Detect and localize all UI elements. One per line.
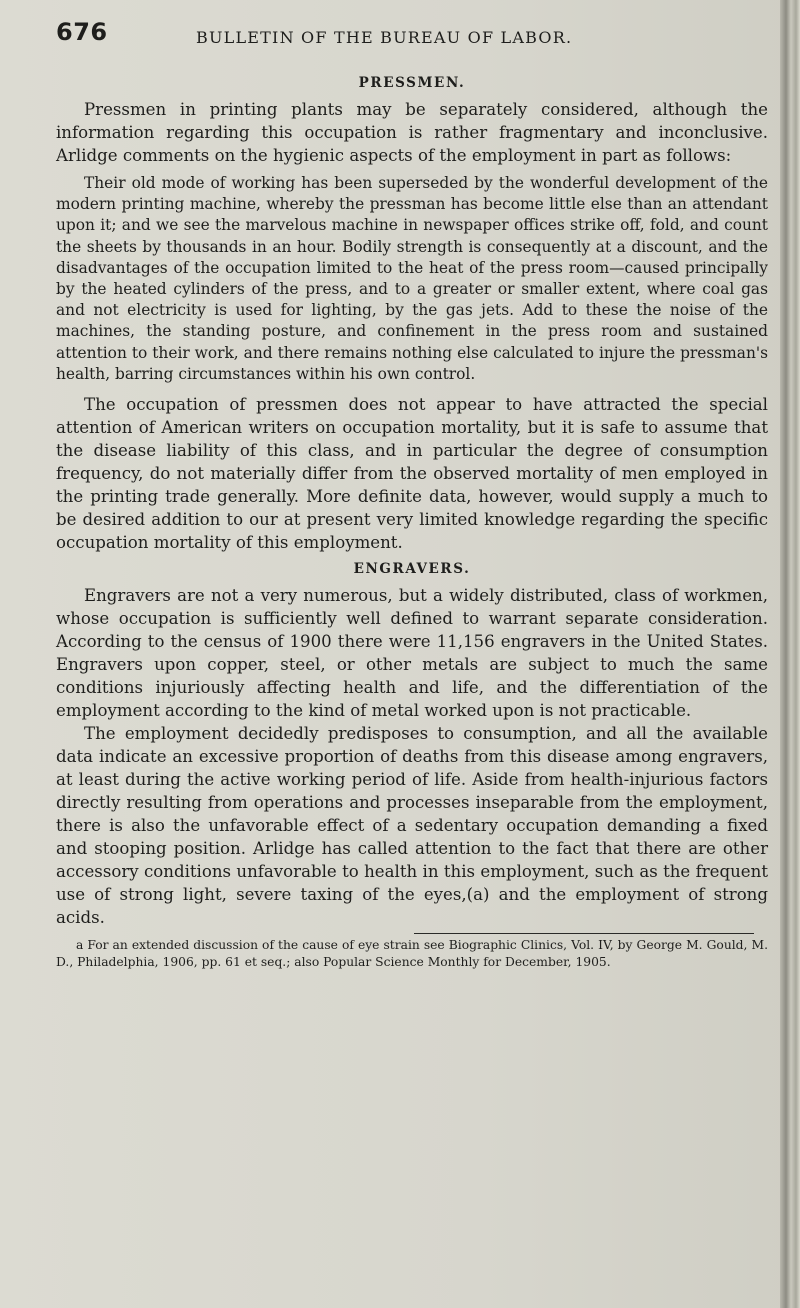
page-number: 676 xyxy=(56,18,108,46)
footnote-divider xyxy=(414,933,754,934)
section-heading-engravers: ENGRAVERS. xyxy=(353,561,471,578)
arlidge-quotation: Their old mode of working has been superseded by the wonderful development of the modern printing machine, whereby the pressman has become little else than an attendant upon it; and we see the marvelous machine in newspaper offices strike off, fold, and count the sheets by thousands in an hour. Bodily strength is consequently at a discount, and the disadvantages of the occupation limited to the heat of the press room—caused principally by the heated cylinders of the press, and to a greater or smaller extent, where coal gas and not electricity is used for lighting, by the gas jets. Add to these the noise of the machines, the standing posture, and confinement in the press room and sustained attention to their work, and there remains nothing else calculated to injure the pressman's health, barring circumstances within his own control. xyxy=(56,174,768,383)
section-heading-pressmen: PRESSMEN. xyxy=(358,75,466,91)
pressmen-body-paragraph: The occupation of pressmen does not appear to have attracted the special attention of American writers on occupation mortality, but it is safe to assume that the disease liability of this class, and in particular the degree of consumption frequency, do not materially differ from the observed mortality of men employed in the printing trade generally. More definite data, however, would supply a much to be desired addition to our at present very limited knowledge regarding the specific occupation mortality of this employment. xyxy=(56,395,768,553)
footnote: a For an extended discussion of the cause of eye strain see Biographic Clinics, Vol. IV, by George M. Gould, M. D., Philadelphia, 1906, pp. 61 et seq.; also Popular Science Monthly for December, 1905. xyxy=(56,938,768,970)
running-head: BULLETIN OF THE BUREAU OF LABOR. xyxy=(196,28,573,47)
engravers-paragraph-2: The employment decidedly predisposes to consumption, and all the available data indicate an excessive proportion of deaths from this disease among engravers, at least during the active working period of life. Aside from health-injurious factors directly resulting from operations and processes inseparable from the employment, there is also the unfavorable effect of a sedentary occupation demanding a fixed and stooping position. Arlidge has called attention to the fact that there are other accessory conditions unfavorable to health in this employment, such as the frequent use of strong light, severe taxing of the eyes,(a) and the employment of strong acids. xyxy=(56,724,768,928)
pressmen-intro-paragraph: Pressmen in printing plants may be separately considered, although the information regarding this occupation is rather fragmentary and inconclusive. Arlidge comments on the hygienic aspects of the employment in part as follows: xyxy=(56,100,768,165)
page-header xyxy=(56,18,756,58)
engravers-paragraph-1: Engravers are not a very numerous, but a widely distributed, class of workmen, whose occupation is sufficiently well defined to warrant separate consideration. According to the census of 1900 there were 11,156 engravers in the United States. Engravers upon copper, steel, or other metals are subject to much the same conditions injuriously affecting health and life, and the differentiation of the employment according to the kind of metal worked upon is not practicable. xyxy=(56,586,768,721)
page-body xyxy=(56,74,768,971)
page-edge-shadow xyxy=(780,0,800,1308)
